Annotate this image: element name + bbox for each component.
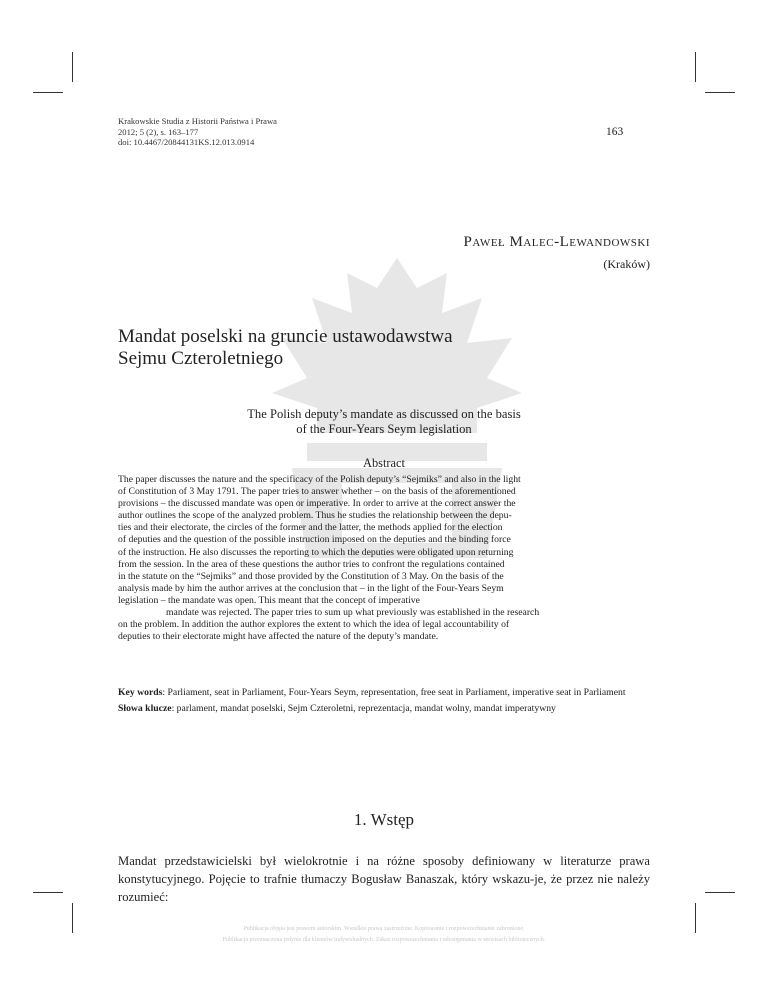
author-last-name: Malec-Lewandowski — [509, 234, 650, 250]
keywords-english-label: Key words — [118, 687, 163, 698]
keywords-polish — [118, 703, 650, 715]
abstract-line: legislation – the mandate was open. This meant that the concept of imperative — [118, 594, 420, 606]
keywords-english-text: : Parliament, seat in Parliament, Four-Years Seym, representation, free seat in Parliament, imperative seat in Parliament — [162, 687, 626, 698]
abstract-line: provisions – the discussed mandate was open or imperative. In order to arrive at the correct answer the — [118, 498, 516, 510]
author-name — [464, 234, 650, 251]
abstract-line: of deputies and the question of the possible instruction imposed on the deputies and the binding force — [118, 534, 511, 546]
keywords-polish-text: : parlament, mandat poselski, Sejm Czteroletni, reprezentacja, mandat wolny, mandat imperatywny — [171, 703, 556, 715]
abstract-line: of the instruction. He also discusses the reporting to which the deputies were obligated upon returning — [118, 546, 514, 558]
abstract-line: in the statute on the “Sejmiks” and those provided by the Constitution of 3 May. On the basis of the — [118, 570, 504, 582]
copyright-footer — [118, 924, 650, 946]
abstract-line: deputies to their electorate might have affected the nature of the deputy’s mandate. — [118, 631, 439, 643]
english-title-line: The Polish deputy’s mandate as discussed on the basis — [247, 407, 521, 421]
crop-mark — [72, 52, 73, 82]
paper-title-line: Mandat poselski na gruncie ustawodawstwa — [118, 326, 453, 347]
abstract-line: mandate was rejected. The paper tries to sum up what previously was established in the research — [166, 607, 540, 619]
abstract-line: analysis made by him the author arrives at the conclusion that – in the light of the Four-Years Seym — [118, 582, 504, 594]
journal-name: Krakowskie Studia z Historii Państwa i Prawa — [118, 116, 277, 126]
abstract-line: from the session. In the area of these questions the author tries to confront the regulations contained — [118, 558, 505, 570]
english-title-line: of the Four-Years Seym legislation — [296, 422, 472, 436]
abstract-line: on the problem. In addition the author explores the extent to which the idea of legal accountability of — [118, 619, 510, 631]
crop-mark — [695, 903, 696, 933]
keywords-english — [118, 687, 650, 699]
author-affiliation: (Kraków) — [603, 257, 650, 271]
crop-mark — [695, 52, 696, 82]
abstract-text — [118, 474, 650, 643]
journal-header — [118, 116, 277, 148]
copyright-line: Publikacja przeznaczona jedynie dla klientów indywidualnych. Zakaz rozpowszechniania i udostępniania w serwisach bibliotecznych. — [222, 937, 546, 943]
paper-title-line: Sejmu Czteroletniego — [118, 348, 284, 369]
body-paragraph: Mandat przedstawicielski był wielokrotnie i na różne sposoby definiowany w literaturze prawa konstytucyjnego. Pojęcie to trafnie tłumaczy Bogusław Banaszak, który wskazu-je, że przez nie należy rozumieć: — [118, 854, 650, 904]
abstract-line: ties and their electorate, the circles of the former and the latter, the methods applied for the election — [118, 522, 503, 534]
abstract-line: author outlines the scope of the analyzed problem. Thus he studies the relationship between the depu- — [118, 510, 512, 522]
journal-volume: 2012; 5 (2), s. 163–177 — [118, 126, 199, 137]
section-heading — [118, 810, 650, 830]
crop-mark — [705, 92, 735, 93]
keywords-polish-label: Słowa klucze — [118, 703, 172, 715]
author-first-name: Paweł — [463, 234, 506, 250]
page-number: 163 — [606, 126, 624, 138]
journal-doi: doi: 10.4467/20844131KS.12.013.0914 — [118, 137, 255, 148]
english-title — [118, 407, 650, 437]
abstract-heading: Abstract — [363, 456, 405, 470]
section-number: 1. — [353, 810, 367, 829]
crop-mark — [72, 903, 73, 933]
crop-mark — [33, 92, 63, 93]
keywords-block — [118, 687, 650, 719]
crop-mark — [705, 892, 735, 893]
copyright-line: Publikacja objęta jest prawem autorskim. Wszelkie prawa zastrzeżone. Kopiowanie i rozpowszechnianie zabronione. — [243, 926, 525, 932]
crop-mark — [33, 892, 63, 893]
section-title: Wstęp — [370, 810, 415, 829]
paper-title — [118, 326, 658, 370]
abstract-line: The paper discusses the nature and the specificacy of the Polish deputy’s “Sejmiks” and also in the light — [118, 474, 521, 485]
abstract-line: of Constitution of 3 May 1791. The paper tries to answer whether – on the basis of the aforementioned — [118, 486, 516, 498]
